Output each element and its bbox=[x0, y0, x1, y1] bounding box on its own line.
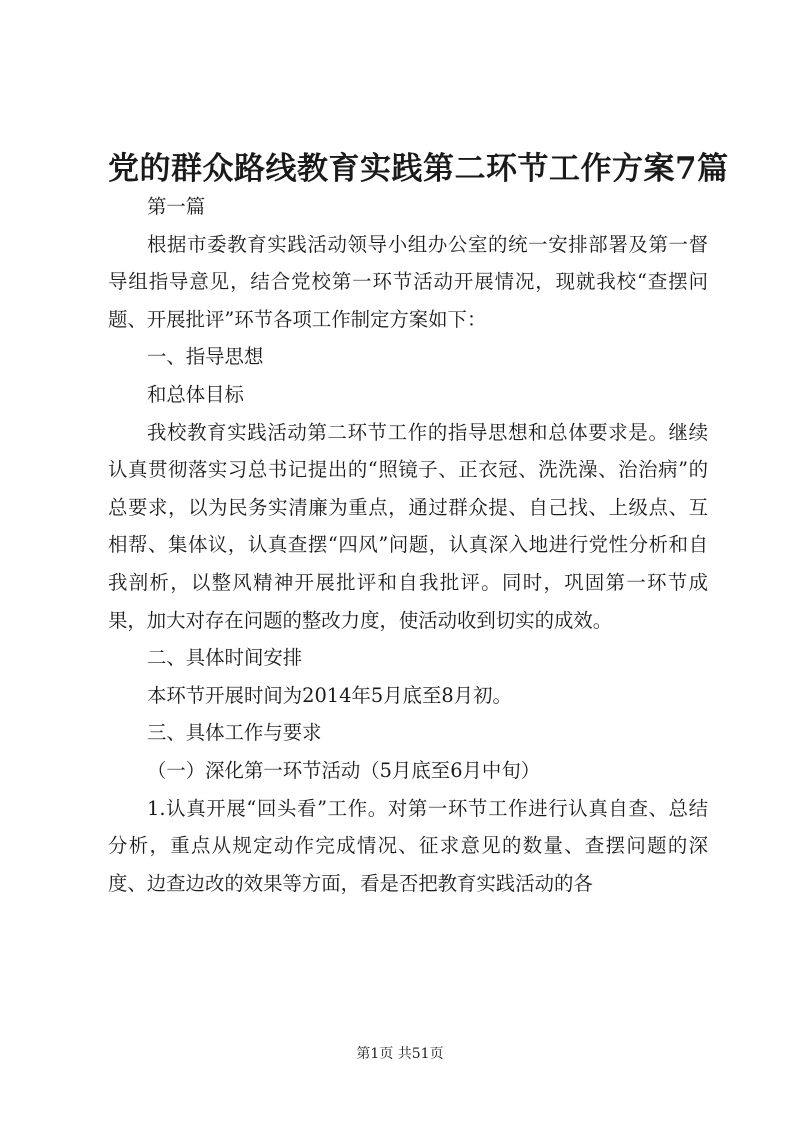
intro-paragraph: 根据市委教育实践活动领导小组办公室的统一安排部署及第一督导组指导意见，结合党校第一环节活动开展情况，现就我校“查摆问题、开展批评”环节各项工作制定方案如下： bbox=[108, 232, 708, 331]
heading-schedule: 二、具体时间安排 bbox=[147, 646, 303, 670]
schedule-paragraph: 本环节开展时间为2014年5月底至8月初。 bbox=[147, 683, 512, 707]
page-footer: 第1页 共51页 bbox=[356, 1046, 444, 1062]
section-label: 第一篇 bbox=[147, 195, 206, 218]
guiding-thought-paragraph: 我校教育实践活动第二环节工作的指导思想和总体要求是。继续认真贯彻落实习总书记提出的“照镜子、正衣冠、洗洗澡、治治病”的总要求，以为民务实清廉为重点，通过群众提、自己找、上级点、互相帮、集体议，认真查摆“四风”问题，认真深入地进行党性分析和自我剖析，以整风精神开展批评和自我批评。同时，巩固第一环节成果，加大对存在问题的整改力度，使活动收到切实的成效。 bbox=[108, 420, 708, 632]
task-paragraph-1: 1.认真开展“回头看”工作。对第一环节工作进行认真自查、总结分析，重点从规定动作完成情况、征求意见的数量、查摆问题的深度、边查边改的效果等方面，看是否把教育实践活动的各 bbox=[108, 796, 708, 895]
heading-overall-goal: 和总体目标 bbox=[147, 382, 244, 406]
document-body bbox=[108, 188, 708, 902]
heading-tasks: 三、具体工作与要求 bbox=[147, 721, 322, 745]
document-title: 党的群众路线教育实践第二环节工作方案7篇 bbox=[108, 151, 729, 187]
subheading-deepen: （一）深化第一环节活动（5月底至6月中旬） bbox=[147, 758, 541, 782]
heading-guiding-thought: 一、指导思想 bbox=[147, 345, 264, 369]
